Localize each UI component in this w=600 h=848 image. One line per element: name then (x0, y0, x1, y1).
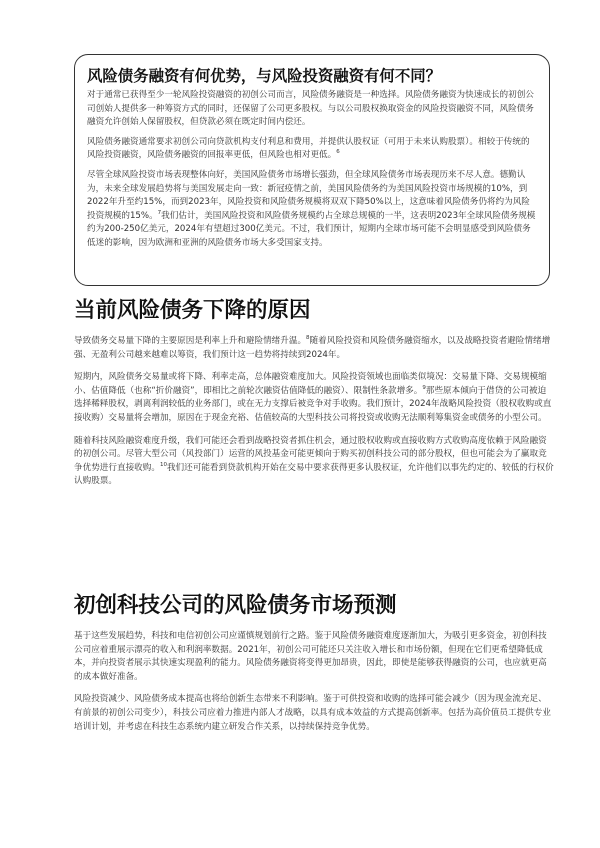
footnote-ref[interactable]: 9 (422, 384, 426, 391)
section-market-forecast (74, 592, 554, 734)
paragraph-text: 短期内，风险债务交易量或将下降、利率走高，总体融资难度加大。风险投资领域也面临类似境况：交易量下降、交易规模缩小、估值降低（也称“折价融资”，即相比之前轮次融资估值降低的融资）、限制性条款增多。 (74, 372, 547, 396)
paragraph-text: 风险投资减少、风险债务成本提高也将给创新生态带来不利影响。鉴于可供投资和收购的选择可能会减少（因为现金流充足、有前景的初创公司变少），科技公司应着力推进内部人才战略，以具有成本效益的方式提高创新率。包括为高价值员工提供专业培训计划，并考虑在科技生态系统内建立研发合作关系，以持续保持竞争优势。 (74, 694, 551, 732)
callout-title: 风险债务融资有何优势，与风险投资融资有何不同？ (87, 67, 441, 85)
paragraph-text-tail: 我们估计，美国风险投资和风险债务规模约占全球总规模的一半，这表明2023年全球风险债务规模约为200-250亿美元，2024年有望超过300亿美元。不过，我们预计，短期内全球市场可能不会明显感受到风险债务低迷的影响，因为欧洲和亚洲的风险债务市场大多受国家支持。 (87, 210, 536, 248)
paragraph-text-tail: 我们还可能看到贷款机构开始在交易中要求获得更多认股权证，允许他们以事先约定的、较低的行权价认购股票。 (74, 462, 554, 487)
section-paragraph-1 (74, 335, 554, 362)
footnote-ref[interactable]: 6 (336, 149, 340, 156)
paragraph-text: 风险债务融资通常要求初创公司向贷款机构支付利息和费用，并提供认股权证（可用于未来认购股票）。相较于传统的风险投资融资，风险债务融资的回报率更低，但风险也相对更低。 (87, 136, 530, 161)
paragraph-text: 导致债务交易量下降的主要原因是利率上升和避险情绪升温。 (74, 336, 307, 346)
section-paragraph-1 (74, 630, 554, 684)
paragraph-text-tail: 随着风险投资和风险债务融资缩水，以及战略投资者避险情绪增强、无盈利公司越来越难以筹资，我们预计这一趋势将持续到2024年。 (74, 336, 551, 360)
paragraph-text-tail: 那些原本倾向于借贷的公司被迫选择稀释股权，剥离利润较低的业务部门，或在无力支撑后被竞争对手收购。我们预计，2024年战略风险投资（股权收购或直接收购）交易量将会增加，原因在于现金充裕、估值较高的大型科技公司将投资或收购无法顺利筹集资金或债务的小型公司。 (74, 385, 552, 423)
paragraph-text: 对于通常已获得至少一轮风险投资融资的初创公司而言，风险债务融资是一种选择。风险债务融资为快速成长的初创公司创始人提供多一种筹资方式的同时，还保留了公司更多股权。与以公司股权换取资金的风险投资融资不同，风险债务融资允许创始人保留股权，但贷款必须在既定时间内偿还。 (87, 90, 534, 128)
footnote-ref[interactable]: 7 (157, 209, 162, 216)
callout-paragraph-1 (87, 89, 537, 130)
section-decline-reasons (74, 297, 554, 489)
section-paragraph-2 (74, 693, 554, 734)
section-heading: 当前风险债务下降的原因 (74, 298, 311, 323)
section-heading: 初创科技公司的风险债务市场预测 (74, 593, 397, 618)
footnote-ref[interactable]: 10 (159, 461, 167, 468)
callout-paragraph-2 (87, 136, 537, 163)
footnote-ref[interactable]: 8 (306, 335, 310, 342)
callout-box (74, 54, 550, 286)
paragraph-text: 尽管全球风险投资市场表现整体向好，美国风险债务市场增长强劲，但全球风险债务市场表现历来不尽人意。德勤认为，未来全球发展趋势将与美国发展走向一致：新冠疫情之前，美国风险债务约为美国风险投资市场规模的10%，到2022年升至约15%，而到2023年，风险投资和风险债务规模将双双下降50%以上，这意味着风险债务仍将约为风险投资规模的15%。 (87, 169, 530, 221)
paragraph-text: 随着科技风险融资难度升级，我们可能还会看到战略投资者抓住机会，通过股权收购或直接收购方式收购高度依赖于风险融资的初创公司。尽管大型公司（风投部门）运营的风投基金可能更倾向于购买初创科技公司的部分股权，但也可能会为了赢取竞争优势进行直接收购。 (74, 435, 547, 473)
section-paragraph-2 (74, 371, 554, 425)
callout-paragraph-3 (87, 169, 537, 251)
paragraph-text: 基于这些发展趋势，科技和电信初创公司应谨慎规划前行之路。鉴于风险债务融资难度逐渐加大，为吸引更多资金，初创科技公司应着重展示漂亮的收入和利润率数据。2021年，初创公司可能还只关注收入增长和市场份额，但现在它们更希望降低成本，并向投资者展示其快速实现盈利的能力。风险债务融资将变得更加昂贵，因此，即使是能够获得融资的公司，也应就更高的成本做好准备。 (74, 631, 547, 682)
section-paragraph-3 (74, 435, 554, 489)
